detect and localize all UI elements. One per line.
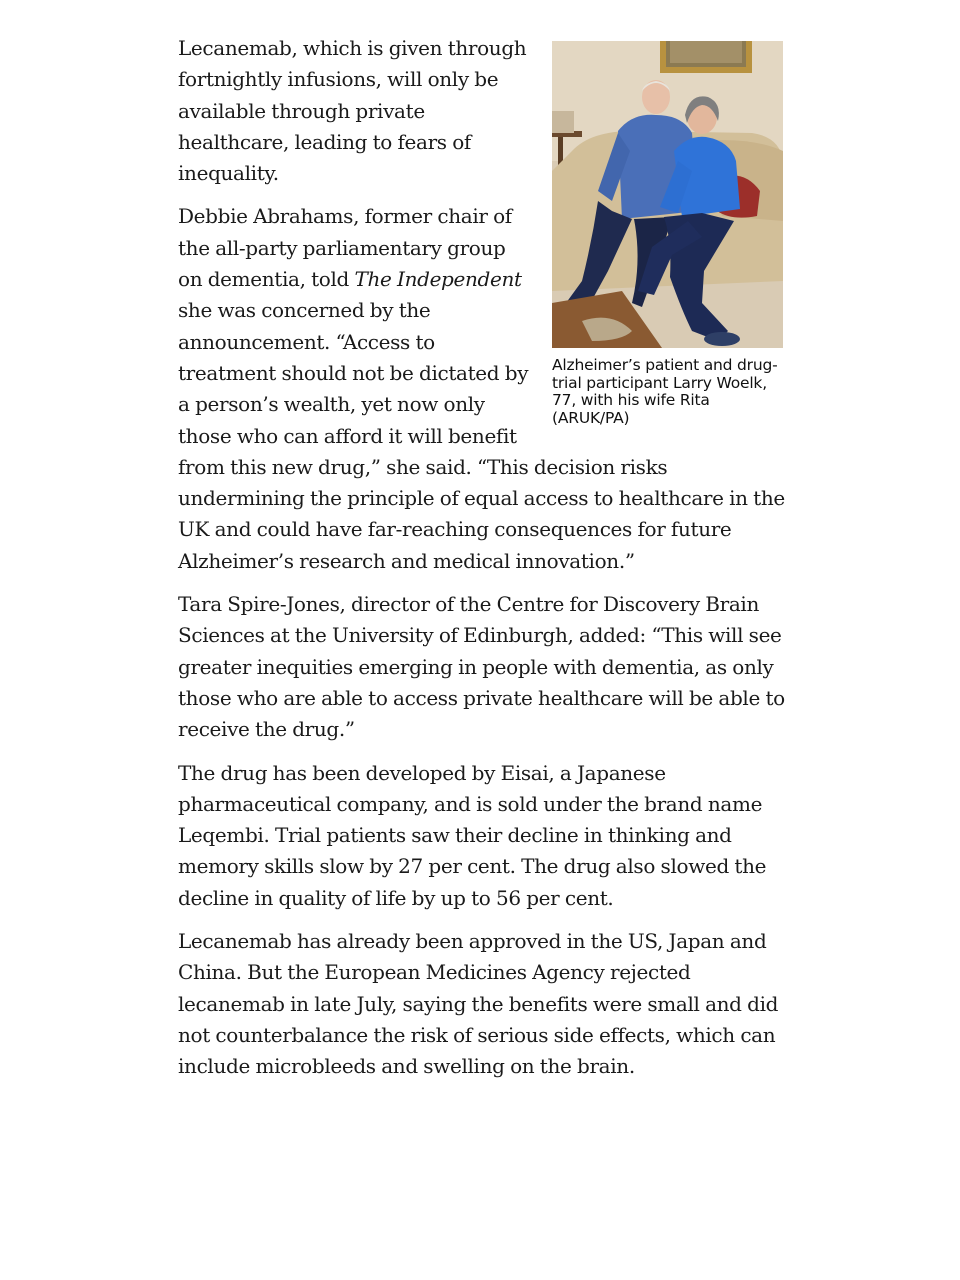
figure-caption: Alzheimer’s patient and drug-trial participant Larry Woelk, 77, with his wife Rita (ARUK/PA) bbox=[552, 356, 778, 427]
paragraph-5: Lecanemab has already been approved in the US, Japan and China. But the European Medicines Agency rejected lecanemab in late July, saying the benefits were small and did not counterbalance the risk of serious side effects, which can include microbleeds and swelling on the brain. bbox=[178, 929, 779, 1079]
couple-photo bbox=[552, 41, 783, 348]
paragraph-3: Tara Spire-Jones, director of the Centre for Discovery Brain Sciences at the University of Edinburgh, added: “This will see greater inequities emerging in people with dementia, as only those who are able to access private healthcare will be able to receive the drug.” bbox=[178, 592, 785, 742]
article-figure bbox=[552, 41, 784, 427]
paragraph-4: The drug has been developed by Eisai, a Japanese pharmaceutical company, and is sold under the brand name Leqembi. Trial patients saw their decline in thinking and memory skills slow by 27 per cent. The drug also slowed the decline in quality of life by up to 56 per cent. bbox=[178, 760, 767, 910]
paragraph-2-lead: Debbie Abrahams, former chair of the all-party parliamentary group on dementia, told bbox=[178, 204, 512, 292]
publication-name: The Independent bbox=[354, 267, 522, 292]
paragraph-1: Lecanemab, which is given through fortnightly infusions, will only be available through private healthcare, leading to fears of inequality. bbox=[178, 36, 527, 186]
article-body bbox=[178, 33, 786, 1095]
paragraph-2-rest: she was concerned by the announcement. “Access to treatment should not be dictated by a person’s wealth, yet now only those who can afford it will benefit from this new drug,” she said. “This decision risks undermining the principle of equal access to healthcare in the UK and could have far-reaching consequences for future Alzheimer’s research and medical innovation.” bbox=[178, 298, 785, 573]
